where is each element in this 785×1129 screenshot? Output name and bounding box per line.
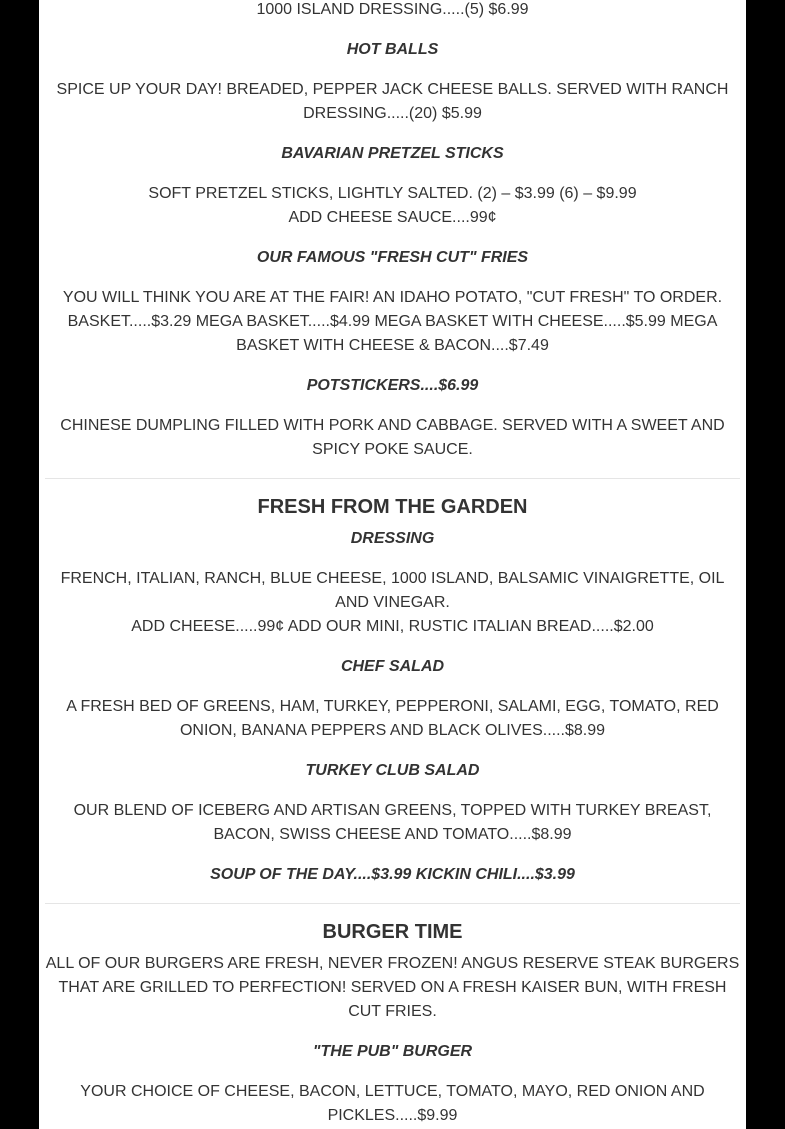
item-desc-potstickers: CHINESE DUMPLING FILLED WITH PORK AND CABBAGE. SERVED WITH A SWEET AND SPICY POKE SAUCE. <box>60 417 725 458</box>
item-title-pretzel-sticks: BAVARIAN PRETZEL STICKS <box>281 145 504 162</box>
menu-content <box>45 0 740 1129</box>
dressing-desc-line-2: ADD CHEESE.....99¢ ADD OUR MINI, RUSTIC ITALIAN BREAD.....$2.00 <box>131 618 654 635</box>
item-desc-fresh-cut-fries: YOU WILL THINK YOU ARE AT THE FAIR! AN IDAHO POTATO, "CUT FRESH" TO ORDER. BASKET.....$3.29 MEGA BASKET.....$4.99 MEGA BASKET WITH CHEESE.....$5.99 MEGA BASKET WITH CHEESE & BACON....$7.49 <box>62 289 723 354</box>
island-dressing-line: 1000 ISLAND DRESSING.....(5) $6.99 <box>256 1 529 18</box>
item-title-pub-burger: "THE PUB" BURGER <box>312 1043 473 1060</box>
pretzel-desc-line-2: ADD CHEESE SAUCE....99¢ <box>288 209 497 226</box>
item-title-turkey-club-salad: TURKEY CLUB SALAD <box>305 762 480 779</box>
section-heading-burger: BURGER TIME <box>322 921 463 943</box>
item-title-fresh-cut-fries: OUR FAMOUS "FRESH CUT" FRIES <box>256 249 529 266</box>
item-desc-turkey-club-salad: OUR BLEND OF ICEBERG AND ARTISAN GREENS, TOPPED WITH TURKEY BREAST, BACON, SWISS CHEESE AND TOMATO.....$8.99 <box>73 802 712 843</box>
item-desc-dressing <box>45 567 740 639</box>
burger-intro: ALL OF OUR BURGERS ARE FRESH, NEVER FROZEN! ANGUS RESERVE STEAK BURGERS THAT ARE GRILLED TO PERFECTION! SERVED ON A FRESH KAISER BUN, WITH FRESH CUT FRIES. <box>45 955 740 1020</box>
section-heading-garden: FRESH FROM THE GARDEN <box>257 496 528 518</box>
item-desc-pretzel-sticks <box>45 182 740 230</box>
dressing-desc-line-1: FRENCH, ITALIAN, RANCH, BLUE CHEESE, 1000 ISLAND, BALSAMIC VINAIGRETTE, OIL AND VINEGAR. <box>60 570 725 611</box>
item-desc-chef-salad: A FRESH BED OF GREENS, HAM, TURKEY, PEPPERONI, SALAMI, EGG, TOMATO, RED ONION, BANANA PEPPERS AND BLACK OLIVES.....$8.99 <box>66 698 719 739</box>
item-title-hot-balls: HOT BALLS <box>346 41 439 58</box>
menu-page <box>39 0 746 1129</box>
item-title-chef-salad: CHEF SALAD <box>340 658 445 675</box>
item-title-potstickers: POTSTICKERS....$6.99 <box>306 377 479 394</box>
section-divider <box>45 903 740 904</box>
item-desc-pub-burger: YOUR CHOICE OF CHEESE, BACON, LETTUCE, TOMATO, MAYO, RED ONION AND PICKLES.....$9.99 <box>80 1083 705 1124</box>
section-divider <box>45 478 740 479</box>
item-title-dressing: DRESSING <box>350 530 435 547</box>
item-desc-hot-balls: SPICE UP YOUR DAY! BREADED, PEPPER JACK CHEESE BALLS. SERVED WITH RANCH DRESSING.....(20) $5.99 <box>56 81 729 122</box>
item-title-soup-chili: SOUP OF THE DAY....$3.99 KICKIN CHILI....$3.99 <box>210 866 575 883</box>
pretzel-desc-line-1: SOFT PRETZEL STICKS, LIGHTLY SALTED. (2) – $3.99 (6) – $9.99 <box>148 185 637 202</box>
